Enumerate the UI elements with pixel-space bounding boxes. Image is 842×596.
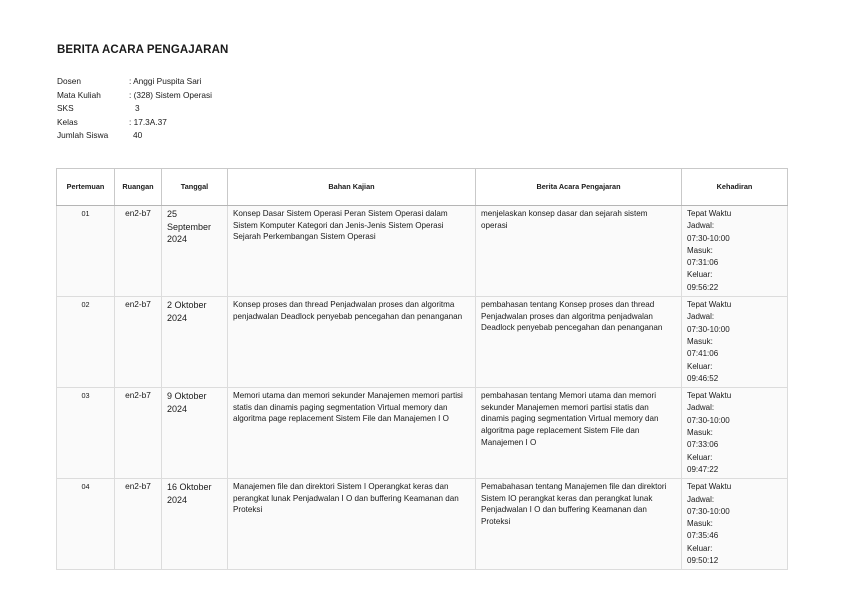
check-in-label: Masuk: [687, 336, 713, 346]
schedule-label: Jadwal: [687, 312, 715, 322]
cell-berita-acara: menjelaskan konsep dasar dan sejarah sistem operasi [476, 206, 682, 297]
cell-bahan-kajian: Konsep Dasar Sistem Operasi Peran Sistem Operasi dalam Sistem Komputer Kategori dan Jenis-Jenis Sistem Operasi Sejarah Perkembangan Sistem Operasi [228, 206, 476, 297]
cell-kehadiran [682, 297, 788, 388]
check-out-time: 09:47:22 [687, 464, 719, 474]
check-in-time: 07:35:46 [687, 531, 719, 541]
cell-ruangan: en2-b7 [115, 297, 162, 388]
meta-row-mata-kuliah [57, 89, 212, 103]
cell-kehadiran [682, 388, 788, 479]
meta-label: Jumlah Siswa [57, 130, 109, 141]
check-out-label: Keluar: [687, 543, 713, 553]
table-row [57, 388, 788, 479]
header-kehadiran: Kehadiran [682, 169, 788, 206]
attendance-status: Tepat Waktu [687, 300, 732, 310]
header-bahan-kajian: Bahan Kajian [228, 169, 476, 206]
schedule-label: Jadwal: [687, 403, 715, 413]
check-in-time: 07:33:06 [687, 440, 719, 450]
cell-pertemuan: 01 [57, 206, 115, 297]
check-out-label: Keluar: [687, 270, 713, 280]
check-out-label: Keluar: [687, 361, 713, 371]
cell-ruangan: en2-b7 [115, 479, 162, 570]
cell-kehadiran [682, 206, 788, 297]
meta-value: : Anggi Puspita Sari [129, 76, 202, 86]
header-ruangan: Ruangan [115, 169, 162, 206]
check-out-time: 09:46:52 [687, 373, 719, 383]
meta-label: SKS [57, 103, 74, 114]
check-out-time: 09:56:22 [687, 282, 719, 292]
check-out-label: Keluar: [687, 452, 713, 462]
check-in-label: Masuk: [687, 245, 713, 255]
table-row [57, 206, 788, 297]
cell-berita-acara: Pemabahasan tentang Manajemen file dan direktori Sistem IO perangkat keras dan perangkat lunak Penjadwalan I O dan buffering Keamanan dan Proteksi [476, 479, 682, 570]
meta-label: Dosen [57, 76, 81, 86]
meta-label: Mata Kuliah [57, 89, 101, 100]
cell-kehadiran [682, 479, 788, 570]
meta-value: : (328) Sistem Operasi [129, 89, 212, 100]
cell-pertemuan: 02 [57, 297, 115, 388]
cell-bahan-kajian: Memori utama dan memori sekunder Manajemen memori partisi statis dan dinamis paging segmentation Virtual memory dan algoritma page replacement Sistem File dan Manajemen I O [228, 388, 476, 479]
meta-label: Kelas [57, 116, 78, 127]
cell-berita-acara: pembahasan tentang Konsep proses dan thread Penjadwalan proses dan algoritma penjadwalan Deadlock penyebab pencegahan dan penanganan [476, 297, 682, 388]
schedule-time: 07:30-10:00 [687, 506, 730, 516]
table-row [57, 479, 788, 570]
header-berita-acara: Berita Acara Pengajaran [476, 169, 682, 206]
header-pertemuan: Pertemuan [57, 169, 115, 206]
cell-tanggal: 16 Oktober 2024 [162, 479, 228, 570]
meta-value: 40 [133, 130, 143, 141]
berita-acara-table [56, 168, 788, 570]
cell-bahan-kajian: Manajemen file dan direktori Sistem I Operangkat keras dan perangkat lunak Penjadwalan I O dan buffering Keamanan dan Proteksi [228, 479, 476, 570]
cell-bahan-kajian: Konsep proses dan thread Penjadwalan proses dan algoritma penjadwalan Deadlock penyebab pencegahan dan penanganan [228, 297, 476, 388]
check-in-label: Masuk: [687, 428, 713, 438]
cell-pertemuan: 04 [57, 479, 115, 570]
check-out-time: 09:50:12 [687, 556, 719, 566]
schedule-label: Jadwal: [687, 221, 715, 231]
meta-row-kelas [57, 116, 212, 130]
schedule-time: 07:30-10:00 [687, 233, 730, 243]
cell-tanggal: 25 September 2024 [162, 206, 228, 297]
header-tanggal: Tanggal [162, 169, 228, 206]
meta-value: : 17.3A.37 [129, 116, 167, 127]
meta-row-jumlah-siswa [57, 129, 212, 143]
course-info [57, 75, 212, 143]
check-in-time: 07:31:06 [687, 258, 719, 268]
meta-row-sks [57, 102, 212, 116]
cell-ruangan: en2-b7 [115, 388, 162, 479]
table-header-row [57, 169, 788, 206]
check-in-label: Masuk: [687, 519, 713, 529]
schedule-label: Jadwal: [687, 494, 715, 504]
schedule-time: 07:30-10:00 [687, 415, 730, 425]
document-title: BERITA ACARA PENGAJARAN [57, 44, 229, 56]
cell-pertemuan: 03 [57, 388, 115, 479]
table-row [57, 297, 788, 388]
cell-tanggal: 2 Oktober 2024 [162, 297, 228, 388]
attendance-status: Tepat Waktu [687, 482, 732, 492]
attendance-status: Tepat Waktu [687, 391, 732, 401]
meta-row-dosen [57, 75, 212, 89]
schedule-time: 07:30-10:00 [687, 324, 730, 334]
cell-tanggal: 9 Oktober 2024 [162, 388, 228, 479]
meta-value: 3 [135, 103, 140, 114]
cell-berita-acara: pembahasan tentang Memori utama dan memori sekunder Manajemen memori partisi statis dan dinamis paging segmentation Virtual memory dan algoritma page replacement Sistem File dan Manajemen I O [476, 388, 682, 479]
cell-ruangan: en2-b7 [115, 206, 162, 297]
attendance-status: Tepat Waktu [687, 209, 732, 218]
check-in-time: 07:41:06 [687, 349, 719, 359]
